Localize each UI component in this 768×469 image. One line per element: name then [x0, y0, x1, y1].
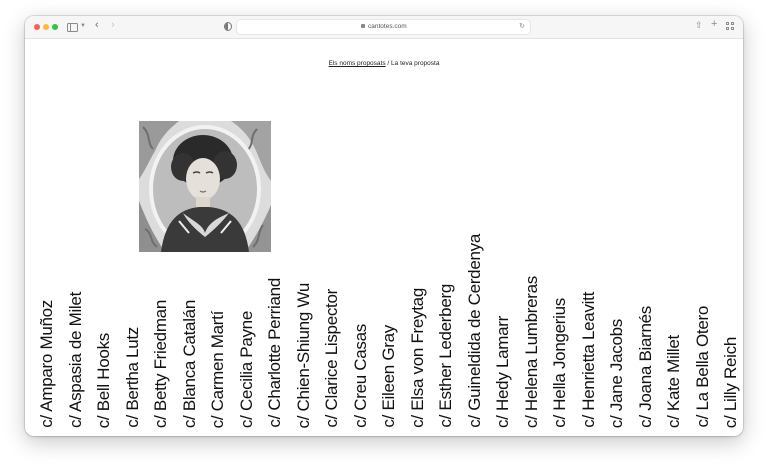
street-name-item[interactable]: c/ Blanca Catalán [180, 299, 199, 428]
street-name-item[interactable]: c/ Clarice Lispector [322, 289, 341, 428]
new-tab-button[interactable]: + [711, 18, 718, 30]
sidebar-icon[interactable] [67, 23, 78, 32]
street-name-item[interactable]: c/ Bell Hooks [94, 332, 113, 428]
street-name-item[interactable]: c/ Jane Jacobs [607, 318, 626, 428]
address-bar[interactable] [237, 20, 530, 34]
street-name-item[interactable]: c/ Joana Biarnés [636, 306, 655, 428]
street-name-item[interactable]: c/ Cecilia Payne [237, 310, 256, 428]
street-name-item[interactable]: c/ Hella Jongerius [550, 298, 569, 428]
browser-window [25, 16, 743, 436]
address-url: cantotes.com [368, 23, 407, 30]
share-icon[interactable]: ⇧ [695, 20, 703, 30]
chevron-down-icon[interactable]: ▼ [80, 23, 86, 29]
forward-button[interactable]: › [111, 19, 115, 31]
street-name-item[interactable]: c/ Esther Lederberg [436, 284, 455, 428]
breadcrumb-separator: / [385, 60, 392, 67]
reload-icon[interactable]: ↻ [519, 23, 525, 30]
street-name-item[interactable]: c/ Hedy Lamarr [493, 315, 512, 428]
street-name-item[interactable]: c/ Guineldida de Cerdenya [465, 234, 484, 428]
street-name-item[interactable]: c/ Charlotte Perriand [265, 278, 284, 428]
street-name-item[interactable]: c/ Betty Friedman [151, 299, 170, 428]
street-name-item[interactable]: c/ La Bella Otero [693, 306, 712, 428]
zoom-window-button[interactable] [52, 24, 58, 30]
street-name-item[interactable]: c/ Lilly Reich [721, 336, 740, 428]
minimize-window-button[interactable] [43, 24, 49, 30]
street-name-item[interactable]: c/ Bertha Lutz [123, 327, 142, 428]
street-name-item[interactable]: c/ Carmen Martí [208, 310, 227, 428]
tab-overview-icon[interactable] [726, 22, 734, 30]
street-name-item[interactable]: c/ Helena Lumbreras [522, 275, 541, 428]
privacy-shield-icon[interactable] [224, 22, 232, 31]
close-window-button[interactable] [34, 24, 40, 30]
street-name-item[interactable]: c/ Elsa von Freytag [408, 288, 427, 428]
street-name-item[interactable]: c/ Amparo Muñoz [37, 300, 56, 428]
lock-icon [361, 24, 365, 28]
page-content [25, 39, 743, 436]
street-name-item[interactable]: c/ Chien-Shiung Wu [294, 282, 313, 428]
street-name-item[interactable]: c/ Kate Millet [664, 334, 683, 428]
proposed-names-link[interactable]: Els noms proposats [328, 60, 386, 67]
street-name-item[interactable]: c/ Henrietta Leavitt [579, 292, 598, 428]
street-names-list [25, 39, 743, 436]
back-button[interactable]: ‹ [95, 19, 99, 31]
street-name-item[interactable]: c/ Aspasia de Milet [66, 291, 85, 428]
street-name-item[interactable]: c/ Creu Casas [351, 324, 370, 428]
browser-toolbar [25, 16, 743, 39]
current-page-label: La teva proposta [391, 60, 440, 67]
street-name-item[interactable]: c/ Eileen Gray [379, 325, 398, 428]
